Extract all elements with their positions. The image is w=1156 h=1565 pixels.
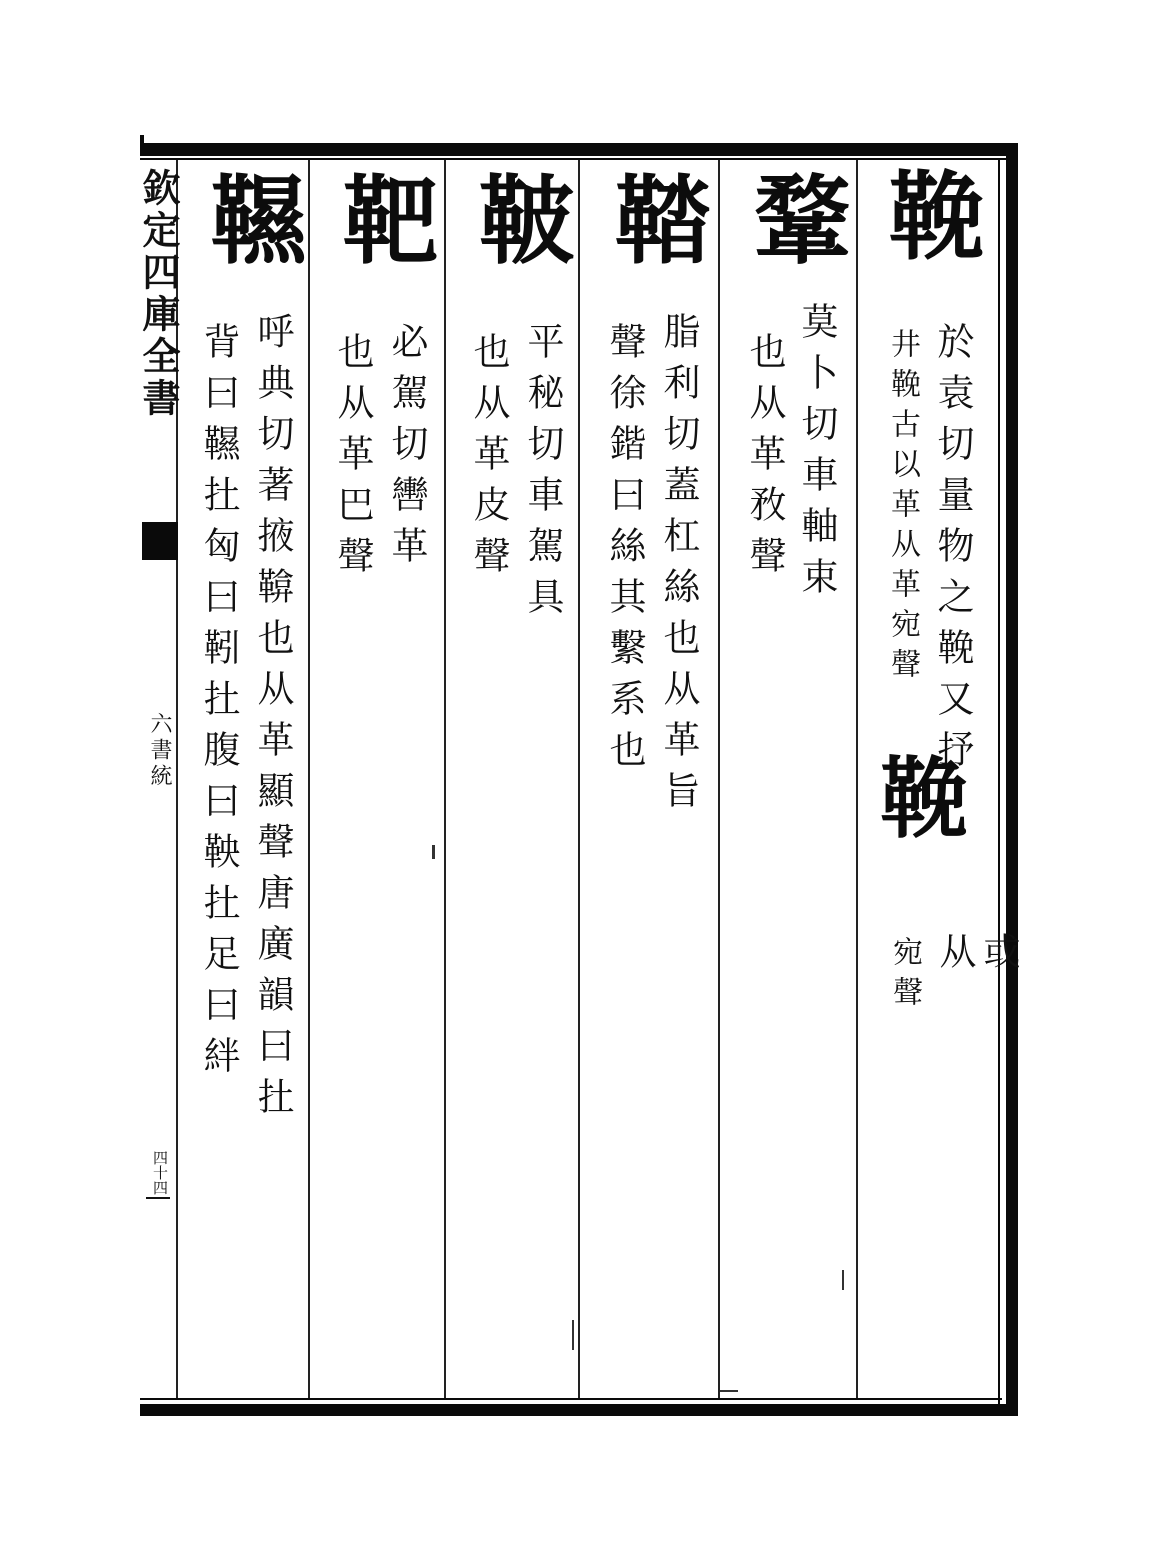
book-title: 六書統 [147, 712, 172, 790]
entry-column-4 [448, 162, 582, 1392]
seal-character: 鞁 [463, 170, 576, 268]
scan-speck [842, 1270, 844, 1290]
seal-character: 韅 [195, 170, 308, 268]
column-divider [718, 160, 720, 1398]
gloss-sub: 也从革皮聲 [467, 332, 510, 587]
gloss-main: 莫卜切車軸束 [795, 302, 838, 608]
scan-speck [432, 845, 435, 859]
variant-note: 或从 [933, 932, 1020, 983]
entry-column-3 [584, 162, 718, 1392]
gloss-sub: 也从革敄聲 [743, 332, 786, 587]
entry-column-5 [312, 162, 446, 1392]
seal-character: 鞔 [873, 166, 986, 264]
seal-character: 靶 [327, 170, 440, 268]
frame-top-border [140, 143, 1016, 156]
frame-right-inner-border [998, 158, 1000, 1415]
collection-title: 欽定四庫全書 [136, 168, 181, 420]
gloss-sub: 也从革巴聲 [331, 332, 374, 587]
gloss-main: 於袁切量物之鞔又抒 [931, 322, 974, 781]
scan-speck [572, 1320, 574, 1350]
gloss-sub: 背曰韅扗匈曰靷扗腹曰鞅扗足曰絆 [197, 322, 240, 1087]
gloss-sub: 井鞔古以革从革宛聲 [885, 328, 920, 688]
frame-bottom-inner-border [140, 1398, 1002, 1400]
entry-column-6 [180, 162, 314, 1392]
gloss-main: 脂利切蓋杠絲也从革旨 [657, 312, 700, 822]
page-number: 四十四 [146, 1150, 170, 1199]
fish-tail-mark [142, 522, 178, 560]
seal-character: 鞜 [599, 170, 712, 268]
scan-speck [720, 1390, 738, 1392]
entry-column-2 [724, 162, 858, 1392]
seal-character: 鞪 [739, 170, 852, 268]
gloss-main: 必駕切轡革 [385, 322, 428, 577]
frame-right-border [1006, 143, 1018, 1415]
frame-bottom-border [140, 1404, 1018, 1416]
gloss-sub: 聲徐鍇曰絲其繫系也 [603, 322, 646, 781]
gloss-main: 呼典切著掖鞥也从革顯聲唐廣韻曰扗 [251, 312, 294, 1128]
variant-seal-character: 鞔 [866, 752, 970, 840]
gloss-main: 平秘切車駕具 [521, 322, 564, 628]
variant-note-sub: 宛聲 [887, 936, 922, 1016]
entry-column-1 [862, 162, 1020, 1392]
